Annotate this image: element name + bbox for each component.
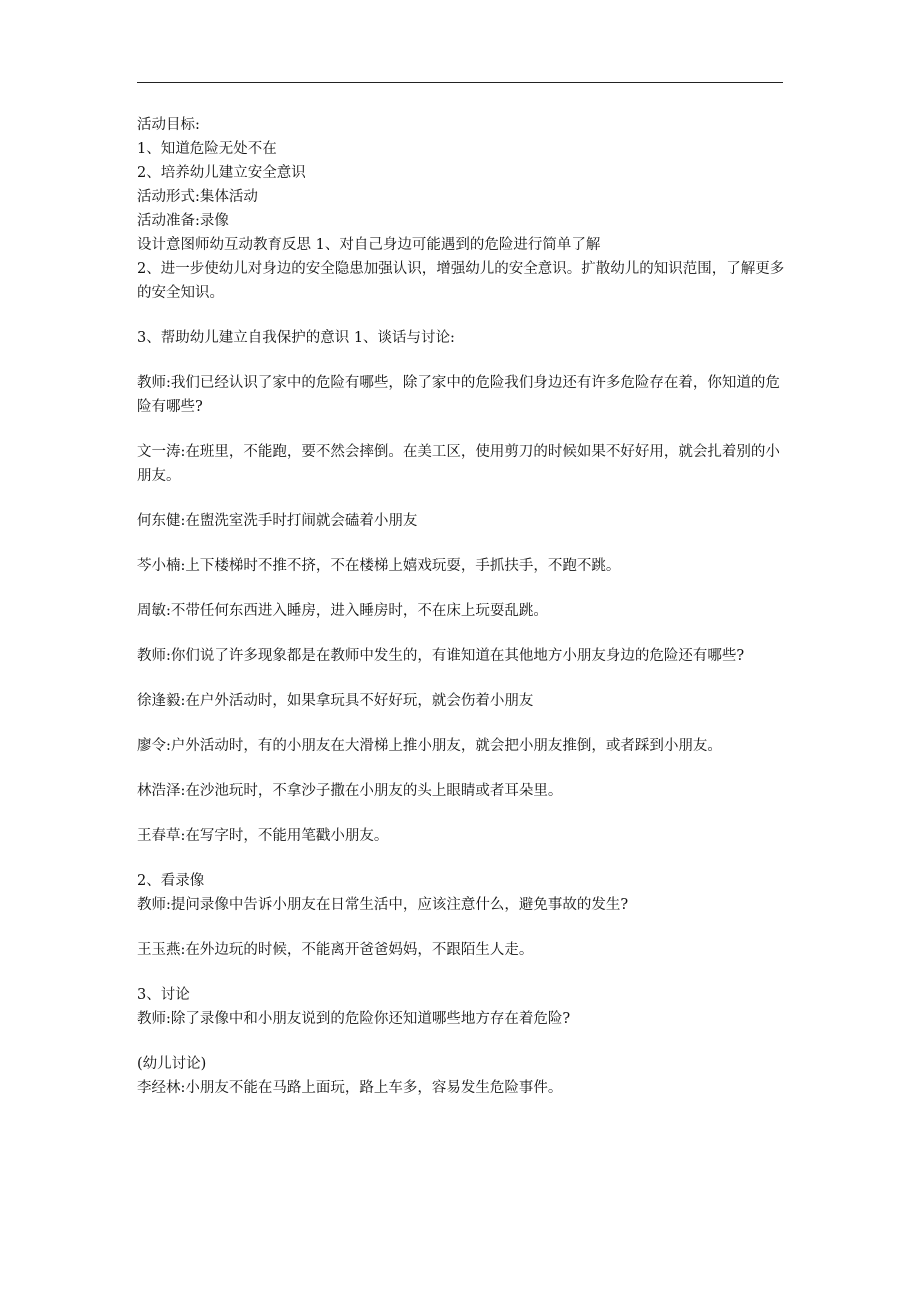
paragraph-gap [137,1031,789,1052]
section-heading-goals: 活动目标: [137,117,200,133]
dialogue-line: 林浩泽:在沙池玩时，不拿沙子撒在小朋友的头上眼睛或者耳朵里。 [137,783,563,799]
dialogue-line: 王春草:在写字时，不能用笔戳小朋友。 [137,828,389,844]
dialogue-line: 何东健:在盥洗室洗手时打闹就会磕着小朋友 [137,513,418,529]
paragraph-gap [137,305,789,326]
dialogue-line: 芩小楠:上下楼梯时不推不挤，不在楼梯上嬉戏玩耍，手抓扶手，不跑不跳。 [137,558,621,574]
activity-form: 活动形式:集体活动 [137,189,258,205]
goal-item-2: 2、培养幼儿建立安全意识 [137,165,306,181]
dialogue-line: 周敏:不带任何东西进入睡房，进入睡房时，不在床上玩耍乱跳。 [137,603,548,619]
dialogue-line: 王玉燕:在外边玩的时候，不能离开爸爸妈妈，不跟陌生人走。 [137,942,534,958]
dialogue-line: 教师:你们说了许多现象都是在教师中发生的，有谁知道在其他地方小朋友身边的危险还有哪些? [137,648,745,664]
paragraph-gap [137,488,789,509]
stage-direction: (幼儿讨论) [137,1056,207,1072]
paragraph-gap [137,962,789,983]
section-heading-watch-video: 2、看录像 [137,873,205,889]
paragraph-gap [137,668,789,689]
paragraph-gap [137,419,789,440]
dialogue-line: 文一涛:在班里，不能跑，要不然会摔倒。在美工区，使用剪刀的时候如果不好好用，就会扎着别的小朋友。 [137,444,780,484]
dialogue-line: 李经林:小朋友不能在马路上面玩，路上车多，容易发生危险事件。 [137,1080,563,1096]
document-body [137,113,789,1100]
paragraph-gap [137,803,789,824]
design-intent: 设计意图师幼互动教育反思 1、对自己身边可能遇到的危险进行简单了解 [137,237,601,253]
design-intent-item-3: 3、帮助幼儿建立自我保护的意识 1、谈话与讨论: [137,330,455,346]
dialogue-line: 徐逢毅:在户外活动时，如果拿玩具不好好玩，就会伤着小朋友 [137,693,534,709]
dialogue-line: 廖令:户外活动时，有的小朋友在大滑梯上推小朋友，就会把小朋友推倒，或者踩到小朋友。 [137,738,722,754]
paragraph-gap [137,848,789,869]
paragraph-gap [137,350,789,371]
header-rule [137,82,783,83]
dialogue-line: 教师:除了录像中和小朋友说到的危险你还知道哪些地方存在着危险? [137,1011,571,1027]
paragraph-gap [137,758,789,779]
design-intent-item-2: 2、进一步使幼儿对身边的安全隐患加强认识，增强幼儿的安全意识。扩散幼儿的知识范围，了解更多的安全知识。 [137,261,785,301]
section-heading-discussion: 3、讨论 [137,987,190,1003]
paragraph-gap [137,533,789,554]
goal-item-1: 1、知道危险无处不在 [137,141,277,157]
paragraph-gap [137,917,789,938]
dialogue-line: 教师:我们已经认识了家中的危险有哪些，除了家中的危险我们身边还有许多危险存在着，你知道的危险有哪些? [137,375,780,415]
dialogue-line: 教师:提问录像中告诉小朋友在日常生活中，应该注意什么，避免事故的发生? [137,897,629,913]
paragraph-gap [137,713,789,734]
activity-preparation: 活动准备:录像 [137,213,229,229]
paragraph-gap [137,578,789,599]
paragraph-gap [137,623,789,644]
